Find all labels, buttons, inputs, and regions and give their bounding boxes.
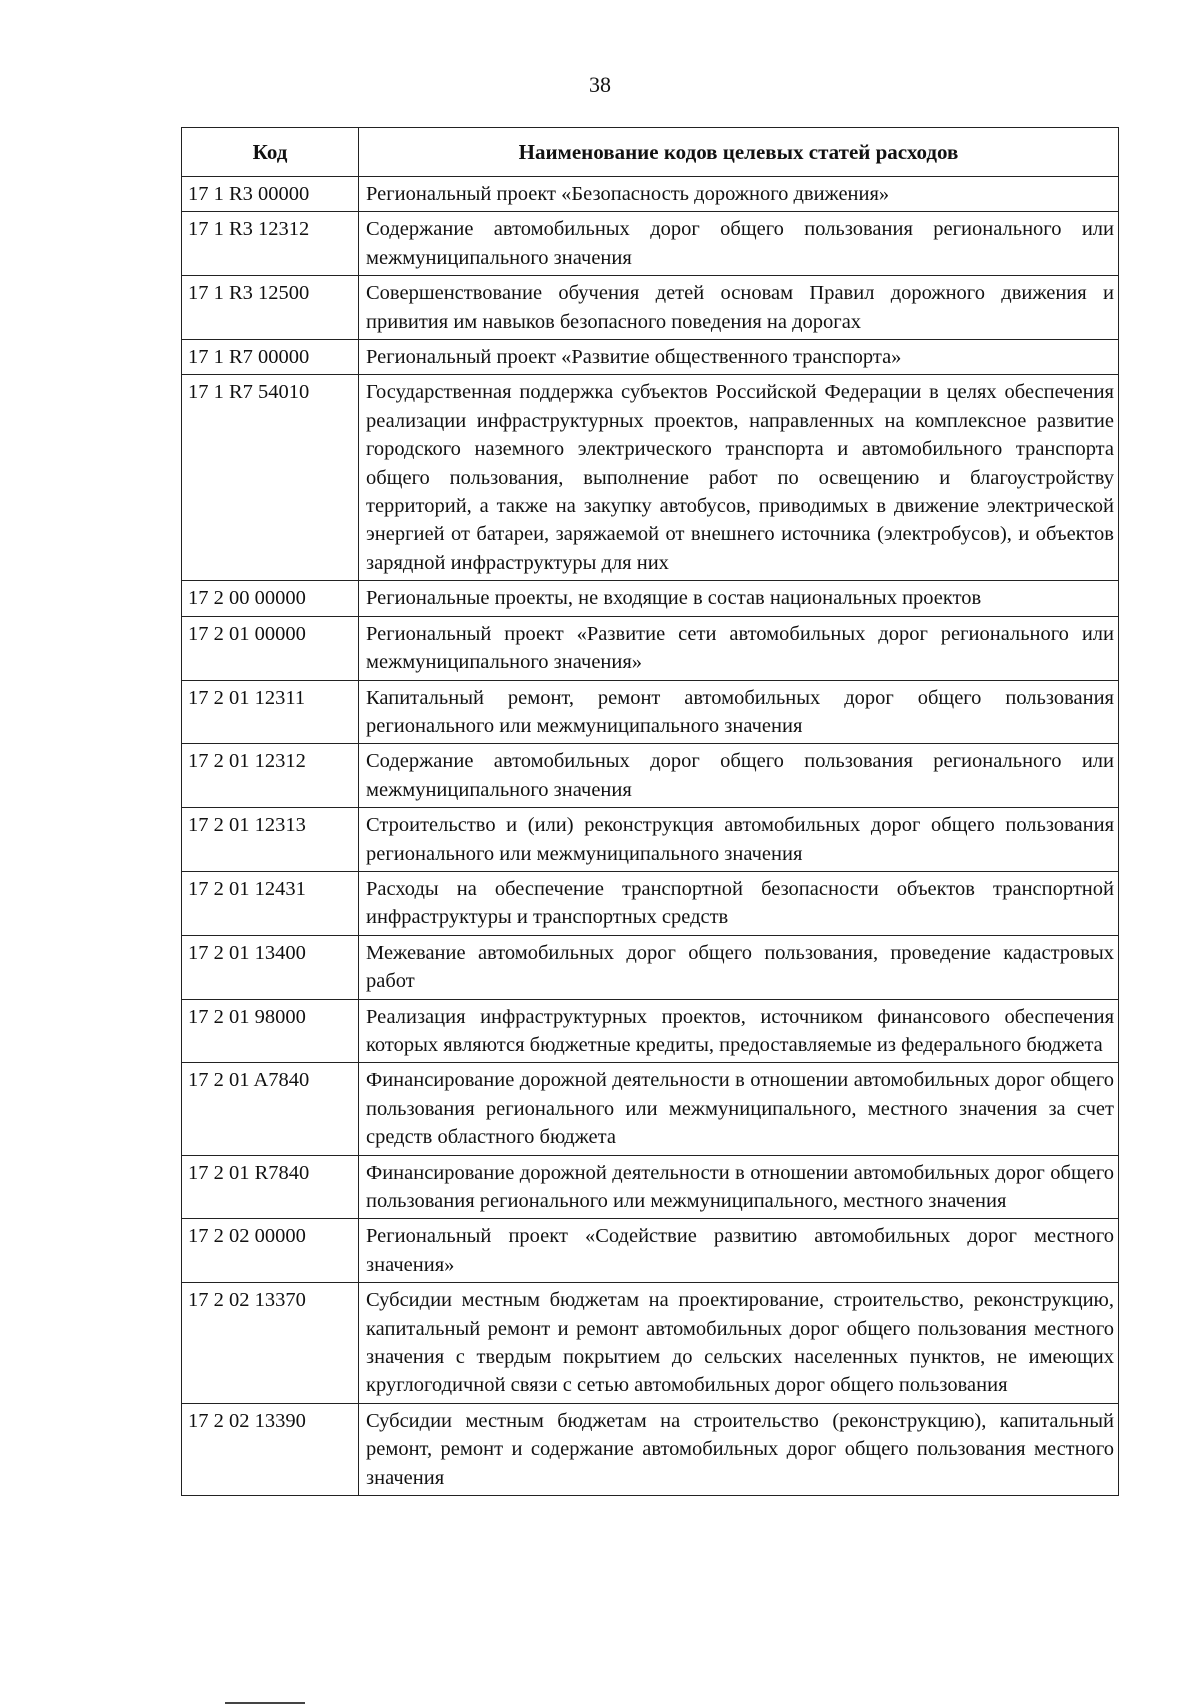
row-name: Расходы на обеспечение транспортной безопасности объектов транспортной инфраструктуры и транспортных средств [359,871,1119,935]
row-code: 17 2 01 13400 [182,935,359,999]
page-number: 38 [589,72,611,97]
row-name: Региональный проект «Развитие сети автомобильных дорог регионального или межмуниципального значения» [359,616,1119,680]
row-code: 17 1 R7 54010 [182,375,359,581]
table-row [182,1283,1119,1404]
row-code: 17 1 R3 12312 [182,212,359,276]
footer-mark [225,1702,305,1704]
row-code: 17 2 01 12313 [182,808,359,872]
row-name: Финансирование дорожной деятельности в отношении автомобильных дорог общего пользования регионального или межмуниципального, местного значения [359,1155,1119,1219]
table-row [182,744,1119,808]
row-code: 17 2 01 R7840 [182,1155,359,1219]
row-name: Строительство и (или) реконструкция автомобильных дорог общего пользования регионального или межмуниципального значения [359,808,1119,872]
row-code: 17 2 02 13390 [182,1403,359,1495]
row-name: Межевание автомобильных дорог общего пользования, проведение кадастровых работ [359,935,1119,999]
row-code: 17 2 02 00000 [182,1219,359,1283]
row-code: 17 1 R3 00000 [182,177,359,212]
row-code: 17 2 01 12312 [182,744,359,808]
table-row [182,808,1119,872]
row-name: Содержание автомобильных дорог общего пользования регионального или межмуниципального значения [359,744,1119,808]
row-code: 17 2 01 12311 [182,680,359,744]
row-code: 17 2 01 A7840 [182,1063,359,1155]
row-code: 17 2 02 13370 [182,1283,359,1404]
row-name: Содержание автомобильных дорог общего пользования регионального или межмуниципального значения [359,212,1119,276]
row-name: Субсидии местным бюджетам на проектирование, строительство, реконструкцию, капитальный ремонт и ремонт автомобильных дорог общего пользования местного значения с твердым покрытием до сельских населенных пунктов, не имеющих круглогодичной связи с сетью автомобильных дорог общего пользования [359,1283,1119,1404]
table-row [182,276,1119,340]
expense-codes-table [181,127,1119,1496]
table-header-row [182,128,1119,177]
table-row [182,680,1119,744]
row-name: Финансирование дорожной деятельности в отношении автомобильных дорог общего пользования регионального или межмуниципального, местного значения за счет средств областного бюджета [359,1063,1119,1155]
table-row [182,177,1119,212]
header-name: Наименование кодов целевых статей расходов [359,128,1119,177]
table-row [182,616,1119,680]
table-row [182,1063,1119,1155]
table-body [182,177,1119,1496]
row-code: 17 2 01 12431 [182,871,359,935]
row-name: Капитальный ремонт, ремонт автомобильных дорог общего пользования регионального или межмуниципального значения [359,680,1119,744]
row-name: Совершенствование обучения детей основам Правил дорожного движения и привития им навыков безопасного поведения на дорогах [359,276,1119,340]
row-name: Региональные проекты, не входящие в состав национальных проектов [359,581,1119,616]
table-row [182,375,1119,581]
table-row [182,1219,1119,1283]
header-code: Код [182,128,359,177]
table-row [182,999,1119,1063]
table-row [182,935,1119,999]
row-code: 17 2 00 00000 [182,581,359,616]
row-name: Региональный проект «Развитие общественного транспорта» [359,340,1119,375]
row-name: Реализация инфраструктурных проектов, источником финансового обеспечения которых являются бюджетные кредиты, предоставляемые из федерального бюджета [359,999,1119,1063]
row-code: 17 2 01 98000 [182,999,359,1063]
row-code: 17 1 R3 12500 [182,276,359,340]
table-row [182,871,1119,935]
table-row [182,212,1119,276]
row-code: 17 2 01 00000 [182,616,359,680]
row-name: Государственная поддержка субъектов Российской Федерации в целях обеспечения реализации инфраструктурных проектов, направленных на комплексное развитие городского наземного электрического транспорта и автомобильного транспорта общего пользования, выполнение работ по освещению и благоустройству территорий, а также на закупку автобусов, приводимых в движение электрической энергией от батареи, заряжаемой от внешнего источника (электробусов), и объектов зарядной инфраструктуры для них [359,375,1119,581]
row-name: Региональный проект «Безопасность дорожного движения» [359,177,1119,212]
table-row [182,340,1119,375]
row-name: Субсидии местным бюджетам на строительство (реконструкцию), капитальный ремонт, ремонт и содержание автомобильных дорог общего пользования местного значения [359,1403,1119,1495]
table-row [182,1155,1119,1219]
row-name: Региональный проект «Содействие развитию автомобильных дорог местного значения» [359,1219,1119,1283]
table-row [182,581,1119,616]
row-code: 17 1 R7 00000 [182,340,359,375]
table-row [182,1403,1119,1495]
